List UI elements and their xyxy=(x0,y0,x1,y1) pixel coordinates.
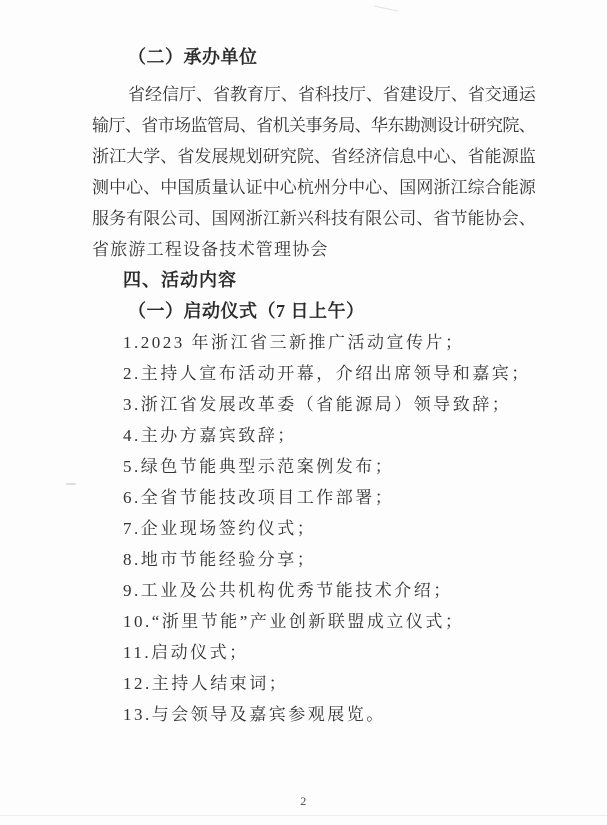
agenda-item-1: 1.2023 年浙江省三新推广活动宣传片； xyxy=(123,333,465,352)
agenda-item-7: 7.企业现场签约仪式； xyxy=(123,519,317,538)
heading-subsection-launch-ceremony: （一）启动仪式（7 日上午） xyxy=(128,301,365,321)
paragraph-line: 省经信厅、省教育厅、省科技厅、省建设厅、省交通运 xyxy=(128,85,535,104)
agenda-item-11: 11.启动仪式； xyxy=(123,643,249,662)
agenda-item-2: 2.主持人宣布活动开幕，介绍出席领导和嘉宾； xyxy=(123,364,531,383)
agenda-item-6: 6.全省节能技改项目工作部署； xyxy=(123,488,395,507)
agenda-item-5: 5.绿色节能典型示范案例发布； xyxy=(123,457,395,476)
agenda-item-3: 3.浙江省发展改革委（省能源局）领导致辞； xyxy=(123,395,512,414)
organizers-paragraph xyxy=(92,79,535,265)
scan-artifact-dash xyxy=(66,483,76,485)
scan-artifact-scratch xyxy=(374,6,398,12)
paragraph-line: 输厅、省市场监管局、省机关事务局、华东勘测设计研究院、 xyxy=(92,116,535,135)
heading-section-activities: 四、活动内容 xyxy=(123,270,237,290)
agenda-item-8: 8.地市节能经验分享； xyxy=(123,550,317,569)
paragraph-line: 浙江大学、省发展规划研究院、省经济信息中心、省能源监 xyxy=(92,147,535,166)
paragraph-line: 测中心、中国质量认证中心杭州分中心、国网浙江综合能源 xyxy=(92,178,535,197)
page-number: 2 xyxy=(300,794,307,808)
agenda-item-4: 4.主办方嘉宾致辞； xyxy=(123,426,297,445)
agenda-item-12: 12.主持人结束词； xyxy=(123,674,289,693)
heading-organizers: （二）承办单位 xyxy=(128,47,258,67)
scan-artifact-bottom-edge xyxy=(0,815,607,816)
paragraph-line: 省旅游工程设备技术管理协会 xyxy=(92,240,329,259)
document-content xyxy=(92,42,535,730)
agenda-item-13: 13.与会领导及嘉宾参观展览。 xyxy=(123,705,386,724)
agenda-item-10: 10.“浙里节能”产业创新联盟成立仪式； xyxy=(123,612,465,631)
paragraph-line: 服务有限公司、国网浙江新兴科技有限公司、省节能协会、 xyxy=(92,209,535,228)
agenda-item-9: 9.工业及公共机构优秀节能技术介绍； xyxy=(123,581,453,600)
